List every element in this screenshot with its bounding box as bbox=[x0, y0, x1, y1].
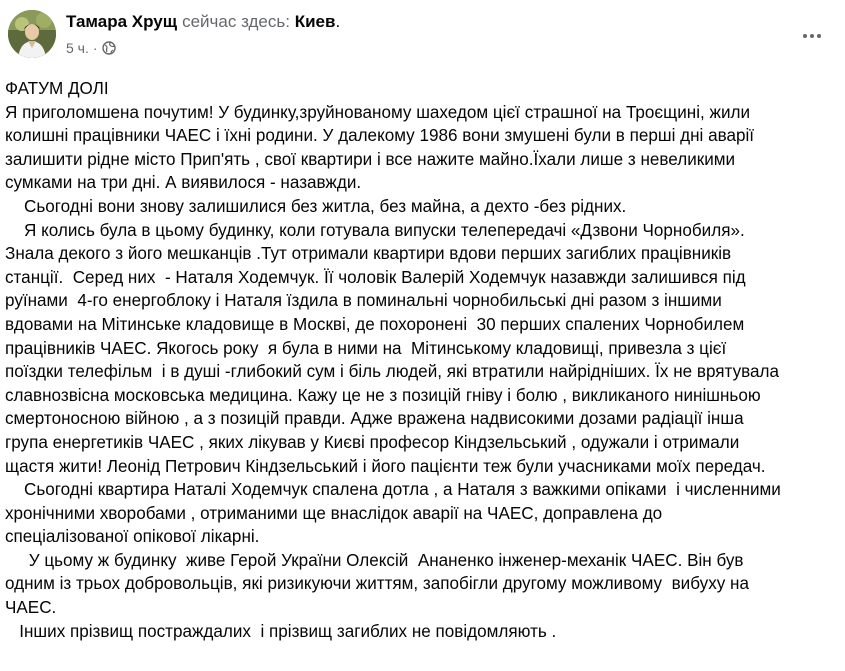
post-text-line: вдовами на Мітинське кладовище в Москві, де похоронені 30 перших спалених Чорнобилем bbox=[5, 314, 745, 334]
post-text-line: Я колись була в цьому будинку, коли готувала випуски телепередачі «Дзвони Чорнобиля». bbox=[5, 220, 745, 240]
author-name-link[interactable]: Тамара Хрущ bbox=[66, 12, 178, 31]
post-text-line: щастя жити! Леонід Петрович Кіндзельський і його пацієнти теж були учасниками моїх передач. bbox=[5, 456, 766, 476]
author-line bbox=[66, 12, 340, 32]
post-text-line: поїздки телефільм і в душі -глибокий сум і біль людей, які втратили найрідніших. Їх не врятувала bbox=[5, 362, 780, 382]
post-time-link[interactable]: 5 ч. bbox=[66, 40, 89, 56]
post-text-line: смертоносною війною , а з позицій правди. Адже вражена надвисокими дозами радіації інша bbox=[5, 409, 744, 429]
post-text-line: Інших прізвищ постраждалих і прізвищ загиблих не повідомляють . bbox=[5, 621, 557, 641]
globe-icon[interactable] bbox=[102, 41, 116, 55]
more-options-button[interactable] bbox=[794, 22, 830, 50]
post-text-line: станції. Серед них - Наталя Ходемчук. Її чоловік Валерій Ходемчук назавжди залишився під bbox=[5, 267, 746, 287]
post-text-line: група енергетиків ЧАЕС , яких лікував у Києві професор Кіндзельський , одужали і отримали bbox=[5, 432, 740, 452]
post-text bbox=[5, 77, 845, 643]
status-prefix: сейчас здесь: bbox=[182, 12, 290, 31]
post-meta bbox=[66, 40, 116, 56]
ellipsis-icon bbox=[803, 34, 821, 38]
avatar[interactable] bbox=[8, 10, 56, 58]
post-text-line: одним із трьох добровольців, які ризикуючи життям, запобігли другому можливому вибуху на bbox=[5, 574, 749, 594]
post-text-line: У цьому ж будинку живе Герой України Олексій Ананенко інженер-механік ЧАЕС. Він був bbox=[5, 550, 744, 570]
post-text-line: колишні працівники ЧАЕС і їхні родини. У далекому 1986 вони змушені були в перші дні аварії bbox=[5, 126, 755, 146]
post-text-line: працівників ЧАЕС. Якогось року я була в ними на Мітинському кладовищі, привезла з цієї bbox=[5, 338, 727, 358]
post-text-line: славнозвісна московська медицина. Кажу це не з позицій гніву і болю , викликаного нинішньою bbox=[5, 385, 761, 405]
post-header bbox=[8, 10, 838, 66]
status-end: . bbox=[335, 12, 341, 31]
post-text-line: спеціалізованої опікової лікарні. bbox=[5, 527, 260, 547]
post-text-line: хронічними хворобами , отриманими ще внаслідок аварії на ЧАЕС, доправлена до bbox=[5, 503, 663, 523]
status-place-link[interactable]: Киев bbox=[294, 12, 336, 31]
post-title: ФАТУМ ДОЛІ bbox=[5, 79, 109, 98]
post-text-line: сумками на три дні. А виявилося - назавжди. bbox=[5, 173, 362, 193]
post-text-line: Я приголомшена почутим! У будинку,зруйнованому шахедом цієї страшної на Троєщині, жили bbox=[5, 102, 751, 122]
post-text-line: руїнами 4-го енергоблоку і Наталя їздила в поминальні чорнобильські дні разом з іншими bbox=[5, 291, 722, 311]
post-text-line: ЧАЕС. bbox=[5, 598, 57, 618]
post-text-line: Сьогодні вони знову залишилися без житла, без майна, а дехто -без рідних. bbox=[5, 196, 627, 216]
post-text-line: залишити рідне місто Прип'ять , свої квартири і все нажите майно.Їхали лише з невеликими bbox=[5, 149, 736, 169]
post-text-line: Знала декого з його мешканців .Тут отримали квартири вдови перших загиблих працівників bbox=[5, 244, 732, 264]
meta-separator: · bbox=[92, 40, 98, 56]
post-text-line: Сьогодні квартира Наталі Ходемчук спалена дотла , а Наталя з важкими опіками і численними bbox=[5, 480, 781, 500]
